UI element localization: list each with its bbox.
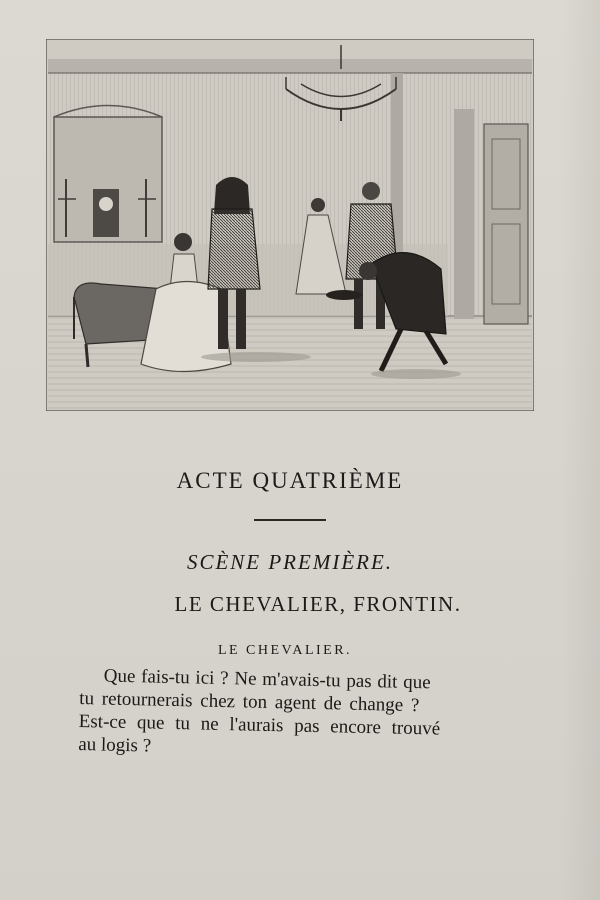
engraving-drawing bbox=[46, 39, 534, 411]
speech-line: Est-ce que tu ne l'aurais pas encore trouvé bbox=[78, 710, 441, 740]
characters-heading: LE CHEVALIER, FRONTIN. bbox=[174, 592, 462, 616]
speech-paragraph bbox=[78, 664, 510, 765]
speech-line: au logis ? bbox=[78, 733, 152, 757]
speech-line: tu retournerais chez ton agent de change ? bbox=[79, 687, 420, 717]
speaker-name: LE CHEVALIER. bbox=[217, 643, 353, 658]
act-title: ACTE QUATRIÈME bbox=[176, 468, 404, 493]
engraving-illustration bbox=[46, 39, 534, 411]
scene-title: SCÈNE PREMIÈRE. bbox=[186, 550, 394, 574]
speech-line: Que fais-tu ici ? Ne m'avais-tu pas dit que bbox=[103, 665, 431, 694]
title-divider bbox=[254, 519, 326, 521]
